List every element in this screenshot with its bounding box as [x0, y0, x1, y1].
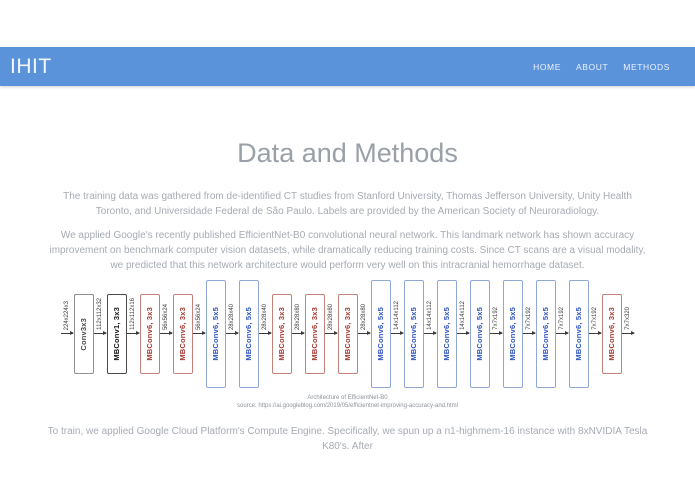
- data-sources-paragraph: The training data was gathered from de-identified CT studies from Stanford University, Thomas Jefferson University, Unity Health Toronto, and Universidade Federal de São Paulo. Labels are provided by the American Society of Neuroradiology.: [63, 191, 632, 217]
- header-bar: [0, 47, 695, 86]
- arch-connector: [424, 278, 437, 390]
- architecture-diagram: [0, 278, 695, 390]
- arch-connector: [127, 278, 140, 390]
- nav-link-about[interactable]: ABOUT: [576, 61, 609, 72]
- arch-block-label: MBConv6, 5x5: [508, 307, 517, 361]
- arch-connector: [226, 278, 239, 390]
- right-arrow-icon: [391, 333, 403, 334]
- arch-block: [305, 294, 325, 374]
- right-arrow-icon: [358, 333, 370, 334]
- arch-block: [503, 280, 523, 388]
- right-arrow-icon: [556, 333, 568, 334]
- tensor-dim-label: 28x28x80: [295, 303, 301, 330]
- arch-block-label: MBConv6, 3x3: [277, 307, 286, 361]
- tensor-dim-label: 224x224x3: [64, 300, 70, 330]
- right-arrow-icon: [160, 333, 172, 334]
- arch-block: [404, 280, 424, 388]
- right-arrow-icon: [61, 333, 73, 334]
- figure-caption-title: Architecture of EfficientNet-B0: [307, 395, 388, 401]
- right-arrow-icon: [523, 333, 535, 334]
- figure-caption-source: source: https://ai.googleblog.com/2019/05/efficientnet-improving-accuracy-and.html: [236, 403, 458, 409]
- right-arrow-icon: [94, 333, 106, 334]
- arch-block-label: MBConv6, 5x5: [211, 307, 220, 361]
- arch-block: [239, 280, 259, 388]
- arch-block: [140, 294, 160, 374]
- tensor-dim-label: 7x7x192: [493, 307, 499, 330]
- right-arrow-icon: [226, 333, 238, 334]
- tensor-dim-label: 56x56x24: [163, 303, 169, 330]
- arch-block-label: MBConv6, 5x5: [376, 307, 385, 361]
- tensor-dim-label: 14x14x112: [460, 301, 466, 330]
- arch-connector: [94, 278, 107, 390]
- tensor-dim-label: 7x7x192: [559, 307, 565, 330]
- arch-connector: [391, 278, 404, 390]
- arch-connector: [523, 278, 536, 390]
- right-arrow-icon: [457, 333, 469, 334]
- arch-block-label: MBConv6, 3x3: [178, 307, 187, 361]
- arch-block: [107, 294, 127, 374]
- arch-connector: [160, 278, 173, 390]
- arch-block: [437, 280, 457, 388]
- arch-connector: [325, 278, 338, 390]
- arch-block-label: MBConv6, 5x5: [409, 307, 418, 361]
- nav-link-methods[interactable]: METHODS: [623, 61, 670, 72]
- arch-block-label: MBConv6, 3x3: [145, 307, 154, 361]
- arch-connector: [193, 278, 206, 390]
- right-arrow-icon: [325, 333, 337, 334]
- figure-caption: [0, 394, 695, 410]
- arch-block: [173, 294, 193, 374]
- arch-block: [470, 280, 490, 388]
- tensor-dim-label: 14x14x112: [394, 301, 400, 330]
- main-nav: [533, 62, 685, 72]
- right-arrow-icon: [127, 333, 139, 334]
- arch-block: [272, 294, 292, 374]
- arch-connector: [622, 278, 635, 390]
- arch-input-connector: [61, 278, 74, 390]
- tensor-dim-label: 112x112x16: [130, 298, 136, 330]
- tensor-dim-label: 112x112x32: [97, 298, 103, 330]
- brand-logo[interactable]: IHIT: [10, 54, 52, 78]
- tensor-dim-label: 56x56x24: [196, 303, 202, 330]
- arch-block-label: MBConv6, 5x5: [475, 307, 484, 361]
- right-arrow-icon: [259, 333, 271, 334]
- arch-connector: [556, 278, 569, 390]
- arch-block: [371, 280, 391, 388]
- arch-block-label: Conv3x3: [79, 317, 88, 351]
- right-arrow-icon: [292, 333, 304, 334]
- tensor-dim-label: 28x28x80: [328, 303, 334, 330]
- arch-connector: [457, 278, 470, 390]
- arch-block-label: MBConv6, 5x5: [442, 307, 451, 361]
- right-arrow-icon: [424, 333, 436, 334]
- arch-block: [74, 294, 94, 374]
- tensor-dim-label: 28x28x80: [361, 303, 367, 330]
- arch-block: [536, 280, 556, 388]
- arch-block-label: MBConv6, 3x3: [607, 307, 616, 361]
- arch-block-label: MBConv1, 3x3: [112, 307, 121, 361]
- tensor-dim-label: 28x28x40: [229, 303, 235, 330]
- right-arrow-icon: [589, 333, 601, 334]
- nav-link-home[interactable]: HOME: [533, 61, 562, 72]
- right-arrow-icon: [193, 333, 205, 334]
- arch-block: [206, 280, 226, 388]
- page-title: Data and Methods: [237, 138, 458, 168]
- arch-block: [602, 294, 622, 374]
- arch-block-label: MBConv6, 3x3: [310, 307, 319, 361]
- training-paragraph: To train, we applied Google Cloud Platform's Compute Engine. Specifically, we spun up a n1-highmem-16 instance with 8xNVIDIA Tesla K80's. After: [47, 426, 648, 452]
- arch-connector: [490, 278, 503, 390]
- arch-connector: [358, 278, 371, 390]
- tensor-dim-label: 14x14x112: [427, 301, 433, 330]
- tensor-dim-label: 7x7x192: [592, 307, 598, 330]
- right-arrow-icon: [622, 333, 634, 334]
- tensor-dim-label: 7x7x192: [526, 307, 532, 330]
- arch-connector: [292, 278, 305, 390]
- tensor-dim-label: 28x28x40: [262, 303, 268, 330]
- arch-connector: [589, 278, 602, 390]
- arch-block-label: MBConv6, 5x5: [574, 307, 583, 361]
- arch-block: [338, 294, 358, 374]
- arch-connector: [259, 278, 272, 390]
- tensor-dim-label: 7x7x320: [625, 307, 631, 330]
- top-whitespace: [0, 0, 695, 47]
- right-arrow-icon: [490, 333, 502, 334]
- arch-block-label: MBConv6, 3x3: [343, 307, 352, 361]
- arch-block: [569, 280, 589, 388]
- content-area: [0, 138, 695, 454]
- arch-block-label: MBConv6, 5x5: [244, 307, 253, 361]
- arch-block-label: MBConv6, 5x5: [541, 307, 550, 361]
- model-paragraph: We applied Google's recently published EfficientNet-B0 convolutional neural network. This landmark network has shown accuracy improvement on benchmark computer vision datasets, while dramatically reducing training costs. Since CT scans are a visual modality, we predicted that this network architecture would perform very well on this intracranial hemorrhage dataset.: [49, 230, 646, 271]
